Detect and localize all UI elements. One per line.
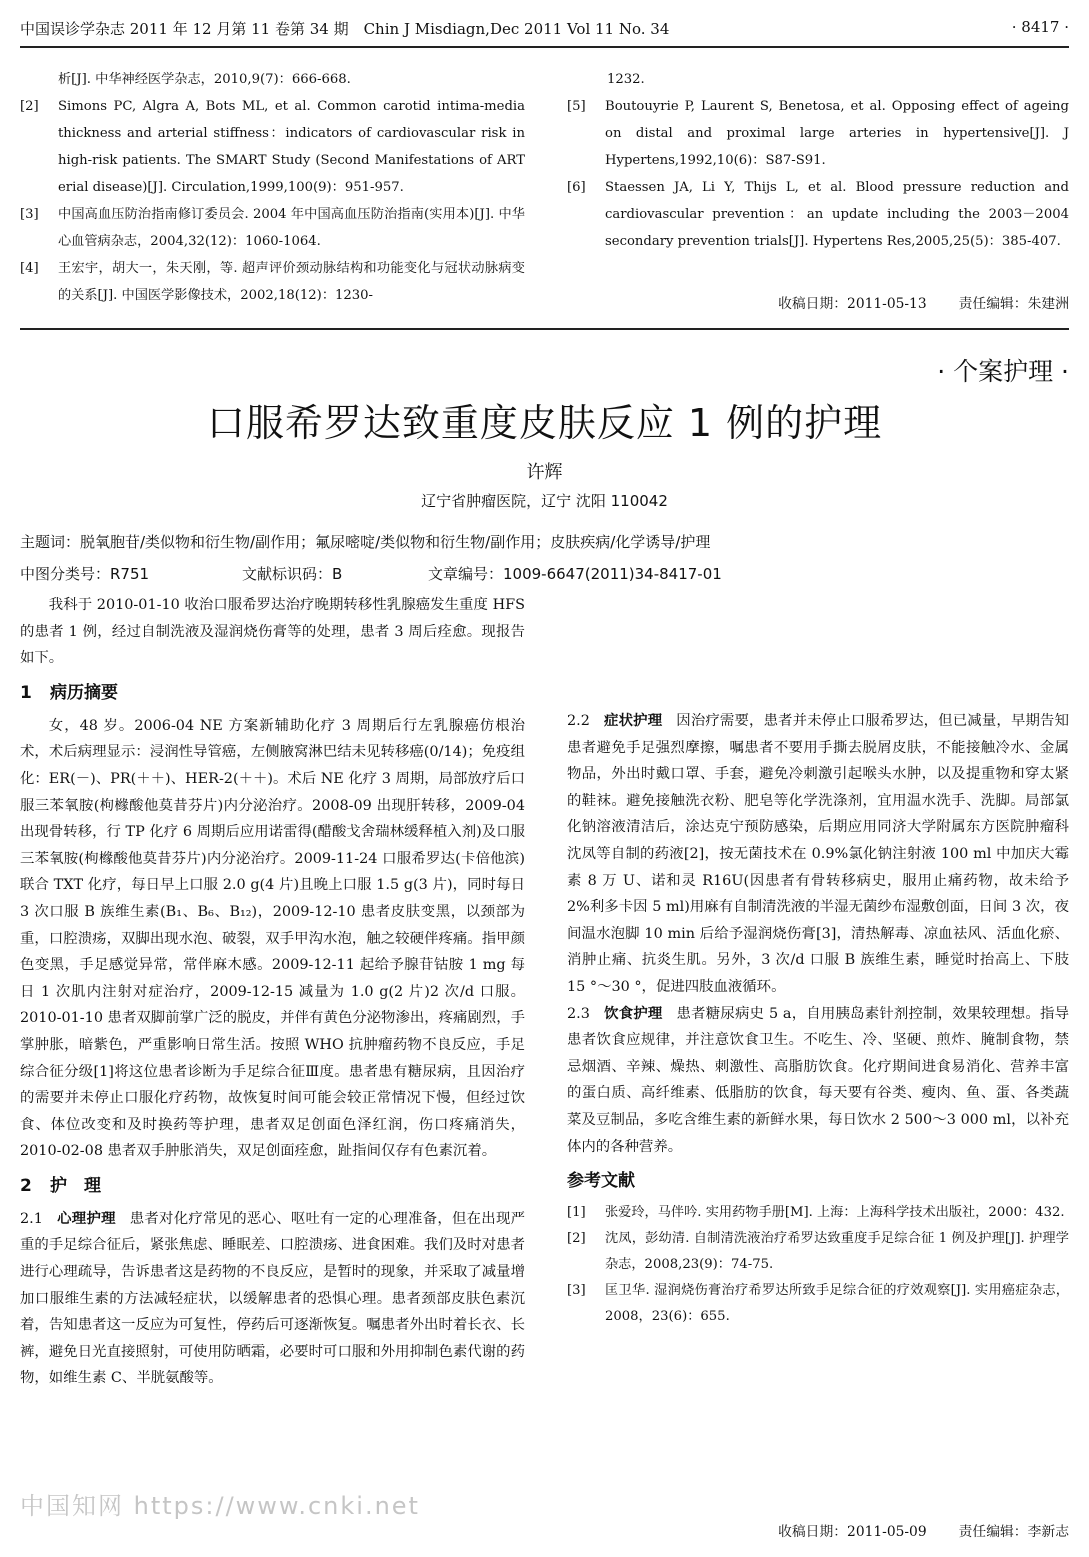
reference-continuation: 1232. [607,72,645,87]
article-received-line [567,1520,1069,1540]
reference-item: [3] 匡卫华. 湿润烧伤膏治疗希罗达所致手足综合征的疗效观察[J]. 实用癌症杂志，2008，23(6)：655. [567,1283,1069,1325]
author: 许辉 [526,462,563,483]
received-date: 收稿日期：2011-05-13 [778,296,927,312]
reference-item: [1] 张爱玲，马伴吟. 实用药物手册[M]. 上海：上海科学技术出版社，2000：432. [567,1205,1065,1221]
previous-received-line [567,292,1069,312]
reference-item: [2] Simons PC, Algra A, Bots ML, et al. Common carotid intima-media thickness and arterial stiffness：indicators of cardiovascular risk in high-risk patients. The SMART Study (Second Manifestations of ART erial disease)[J]. Circulation,1999,100(9)：951-957. [20,99,525,195]
reference-item: [6] Staessen JA, Li Y, Thijs L, et al. Blood pressure reduction and cardiovascular prevention：an update including the 2003－2004 secondary prevention trials[J]. Hypertens Res,2005,25(5)：385-407. [567,180,1069,249]
references-list [567,1200,1069,1330]
reference-item: [3] 中国高血压防治指南修订委员会. 2004 年中国高血压防治指南(实用本)[J]. 中华心血管病杂志，2004,32(12)：1060-1064. [20,207,525,249]
previous-article-references-left [20,66,525,309]
body-left-column [20,592,525,1392]
reference-item: [2] 沈凤，彭幼清. 自制清洗液治疗希罗达致重度手足综合征 1 例及护理[J]. 护理学杂志，2008,23(9)：74-75. [567,1231,1069,1273]
subsection-2-3: 2.3 饮食护理 患者糖尿病史 5 a，自用胰岛素针剂控制，效果较理想。指导患者饮食应规律，并注意饮食卫生。不吃生、冷、坚硬、煎炸、腌制食物，禁忌烟酒、辛辣、燥热、刺激性、高脂肪饮食。化疗期间进食易消化、营养丰富的蛋白质、高纤维素、低脂肪的饮食，每天要有谷类、瘦肉、鱼、蛋、各类蔬菜及豆制品，多吃含维生素的新鲜水果，每日饮水 2 500～3 000 ml，以补充体内的各种营养。 [567,1005,1069,1155]
cnki-watermark: 中国知网 https://www.cnki.net [20,1492,420,1520]
body-right-column-sections [567,708,1069,1330]
responsible-editor: 责任编辑：李新志 [958,1524,1069,1540]
subsection-2-2: 2.2 症状护理 因治疗需要，患者并未停止口服希罗达，但已减量，早期告知患者避免手足强烈摩擦，嘱患者不要用手撕去脱屑皮肤，不能接触冷水、金属物品，外出时戴口罩、手套，避免冷刺激引起喉头水肿，以及提重物和穿太紧的鞋袜。避免接触洗衣粉、肥皂等化学洗涤剂，宜用温水洗手、洗脚。局部氯化钠溶液清洁后，涂达克宁预防感染，后期应用同济大学附属东方医院肿瘤科沈凤等自制的药液[2]，按无菌技术在 0.9%氯化钠注射液 100 ml 中加庆大霉素 8 万 U、诺和灵 R16U(因患者有骨转移病史，服用止痛药物，故未给予 2%利多卡因 5 ml)用麻有自制清洗液的半湿无菌纱布湿敷创面，日间 3 次，夜间温水泡脚 10 min 后给予湿润烧伤膏[3]，清热解毒、凉血祛风、活血化瘀、消肿止痛、抗炎生肌。另外，3 次/d 口服 B 族维生素，睡觉时抬高上、下肢 15 °～30 °，促进四肢血液循环。 [567,713,1069,995]
article-divider [20,328,1069,330]
received-date: 收稿日期：2011-05-09 [778,1524,927,1540]
classification-line [20,563,1069,585]
previous-article-references-right [567,66,1069,255]
intro-paragraph: 我科于 2010-01-10 收治口服希罗达治疗晚期转移性乳腺癌发生重度 HFS 的患者 1 例，经过自制洗液及湿润烧伤膏等的处理，患者 3 周后痊愈。现报告如下。 [20,597,525,667]
reference-item: [5] Boutouyrie P, Laurent S, Benetosa, et al. Opposing effect of ageing on distal and proximal large arteries in hypertensive[J]. J Hypertens,1992,10(6)：S87-S91. [567,99,1069,168]
affiliation: 辽宁省肿瘤医院，辽宁 沈阳 110042 [421,492,668,510]
reference-continuation: 析[J]. 中华神经医学杂志，2010,9(7)：666-668. [58,72,351,87]
article-title: 口服希罗达致重度皮肤反应 1 例的护理 [206,401,883,445]
section-heading: 2 护 理 [20,1175,101,1196]
article-number: 文章编号：1009-6647(2011)34-8417-01 [428,565,722,583]
page-number: · 8417 · [1011,18,1069,36]
reference-item: [4] 王宏宇，胡大一，朱天刚，等. 超声评价颈动脉结构和功能变化与冠状动脉病变的关系[J]. 中国医学影像技术，2002,18(12)：1230- [20,261,525,303]
section-badge: · 个案护理 · [937,357,1069,386]
section-heading: 1 病历摘要 [20,682,118,703]
document-code: 文献标识码：B [242,565,343,583]
clc-number: 中图分类号：R751 [20,565,150,583]
running-header [20,14,1069,48]
subsection-2-1: 2.1 心理护理 患者对化疗常见的恶心、呕吐有一定的心理准备，但在出现严重的手足综合征后，紧张焦虑、睡眠差、口腔溃疡、进食困难。我们及时对患者进行心理疏导，告诉患者这是药物的不良反应，是暂时的现象，并采取了减量增加口服维生素的方法减轻症状，以缓解患者的恐惧心理。患者颈部皮肤色素沉着，告知患者这一反应为可复性，停药后可逐渐恢复。嘱患者外出时着长衣、长裤，避免日光直接照射，可使用防晒霜，必要时可口服和外用抑制色素代谢的药物，如维生素 C、半胱氨酸等。 [20,1210,525,1387]
references-heading: 参考文献 [567,1171,635,1192]
keywords: 主题词：脱氧胞苷/类似物和衍生物/副作用；氟尿嘧啶/类似物和衍生物/副作用；皮肤疾病/化学诱导/护理 [20,533,711,551]
case-summary-paragraph: 女，48 岁。2006-04 NE 方案新辅助化疗 3 周期后行左乳腺癌仿根治术，术后病理显示：浸润性导管癌，左侧腋窝淋巴结未见转移癌(0/14)；免疫组化：ER(－)、PR(＋＋)、HER-2(＋＋)。术后 NE 化疗 3 周期，局部放疗后口服三苯氧胺(枸橼酸他莫昔芬片)内分泌治疗。2008-09 出现肝转移，2009-04 出现骨转移，行 TP 化疗 6 周期后应用诺雷得(醋酸戈舍瑞林缓释植入剂)及口服三苯氧胺(枸橼酸他莫昔芬片)内分泌治疗。2009-11-24 口服希罗达(卡倍他滨)联合 TXT 化疗，每日早上口服 2.0 g(4 片)且晚上口服 1.5 g(3 片)，同时每日 3 次口服 B 族维生素(B₁、B₆、B₁₂)，2009-12-10 患者皮肤变黑，以颈部为重，口腔溃疡，双脚出现水泡、破裂，双手甲沟水泡，触之较硬伴疼痛。指甲颜色变黑，手足感觉异常，常伴麻木感。2009-12-11 起给予腺苷钴胺 1 mg 每日 1 次肌内注射对症治疗，2009-12-15 减量为 1.0 g(2 片)2 次/d 口服。2010-01-10 患者双脚前掌广泛的脱皮，并伴有黄色分泌物渗出，疼痛剧烈，手掌肿胀，暗紫色，严重影响日常生活。按照 WHO 抗肿瘤药物不良反应，手足综合征分级[1]将这位患者诊断为手足综合征Ⅲ度。患者患有糖尿病，且因治疗的需要并未停止口服化疗药物，故恢复时间可能会较正常情况下慢，但经过饮食、体位改变和及时换药等护理，患者双足创面色泽红润，伤口疼痛消失，2010-02-08 患者双手肿胀消失，双足创面痊愈，趾指间仅存有色素沉着。 [20,717,525,1160]
journal-header: 中国误诊学杂志 2011 年 12 月第 11 卷第 34 期 Chin J Misdiagn,Dec 2011 Vol 11 No. 34 [20,20,670,38]
responsible-editor: 责任编辑：朱建洲 [958,296,1069,312]
